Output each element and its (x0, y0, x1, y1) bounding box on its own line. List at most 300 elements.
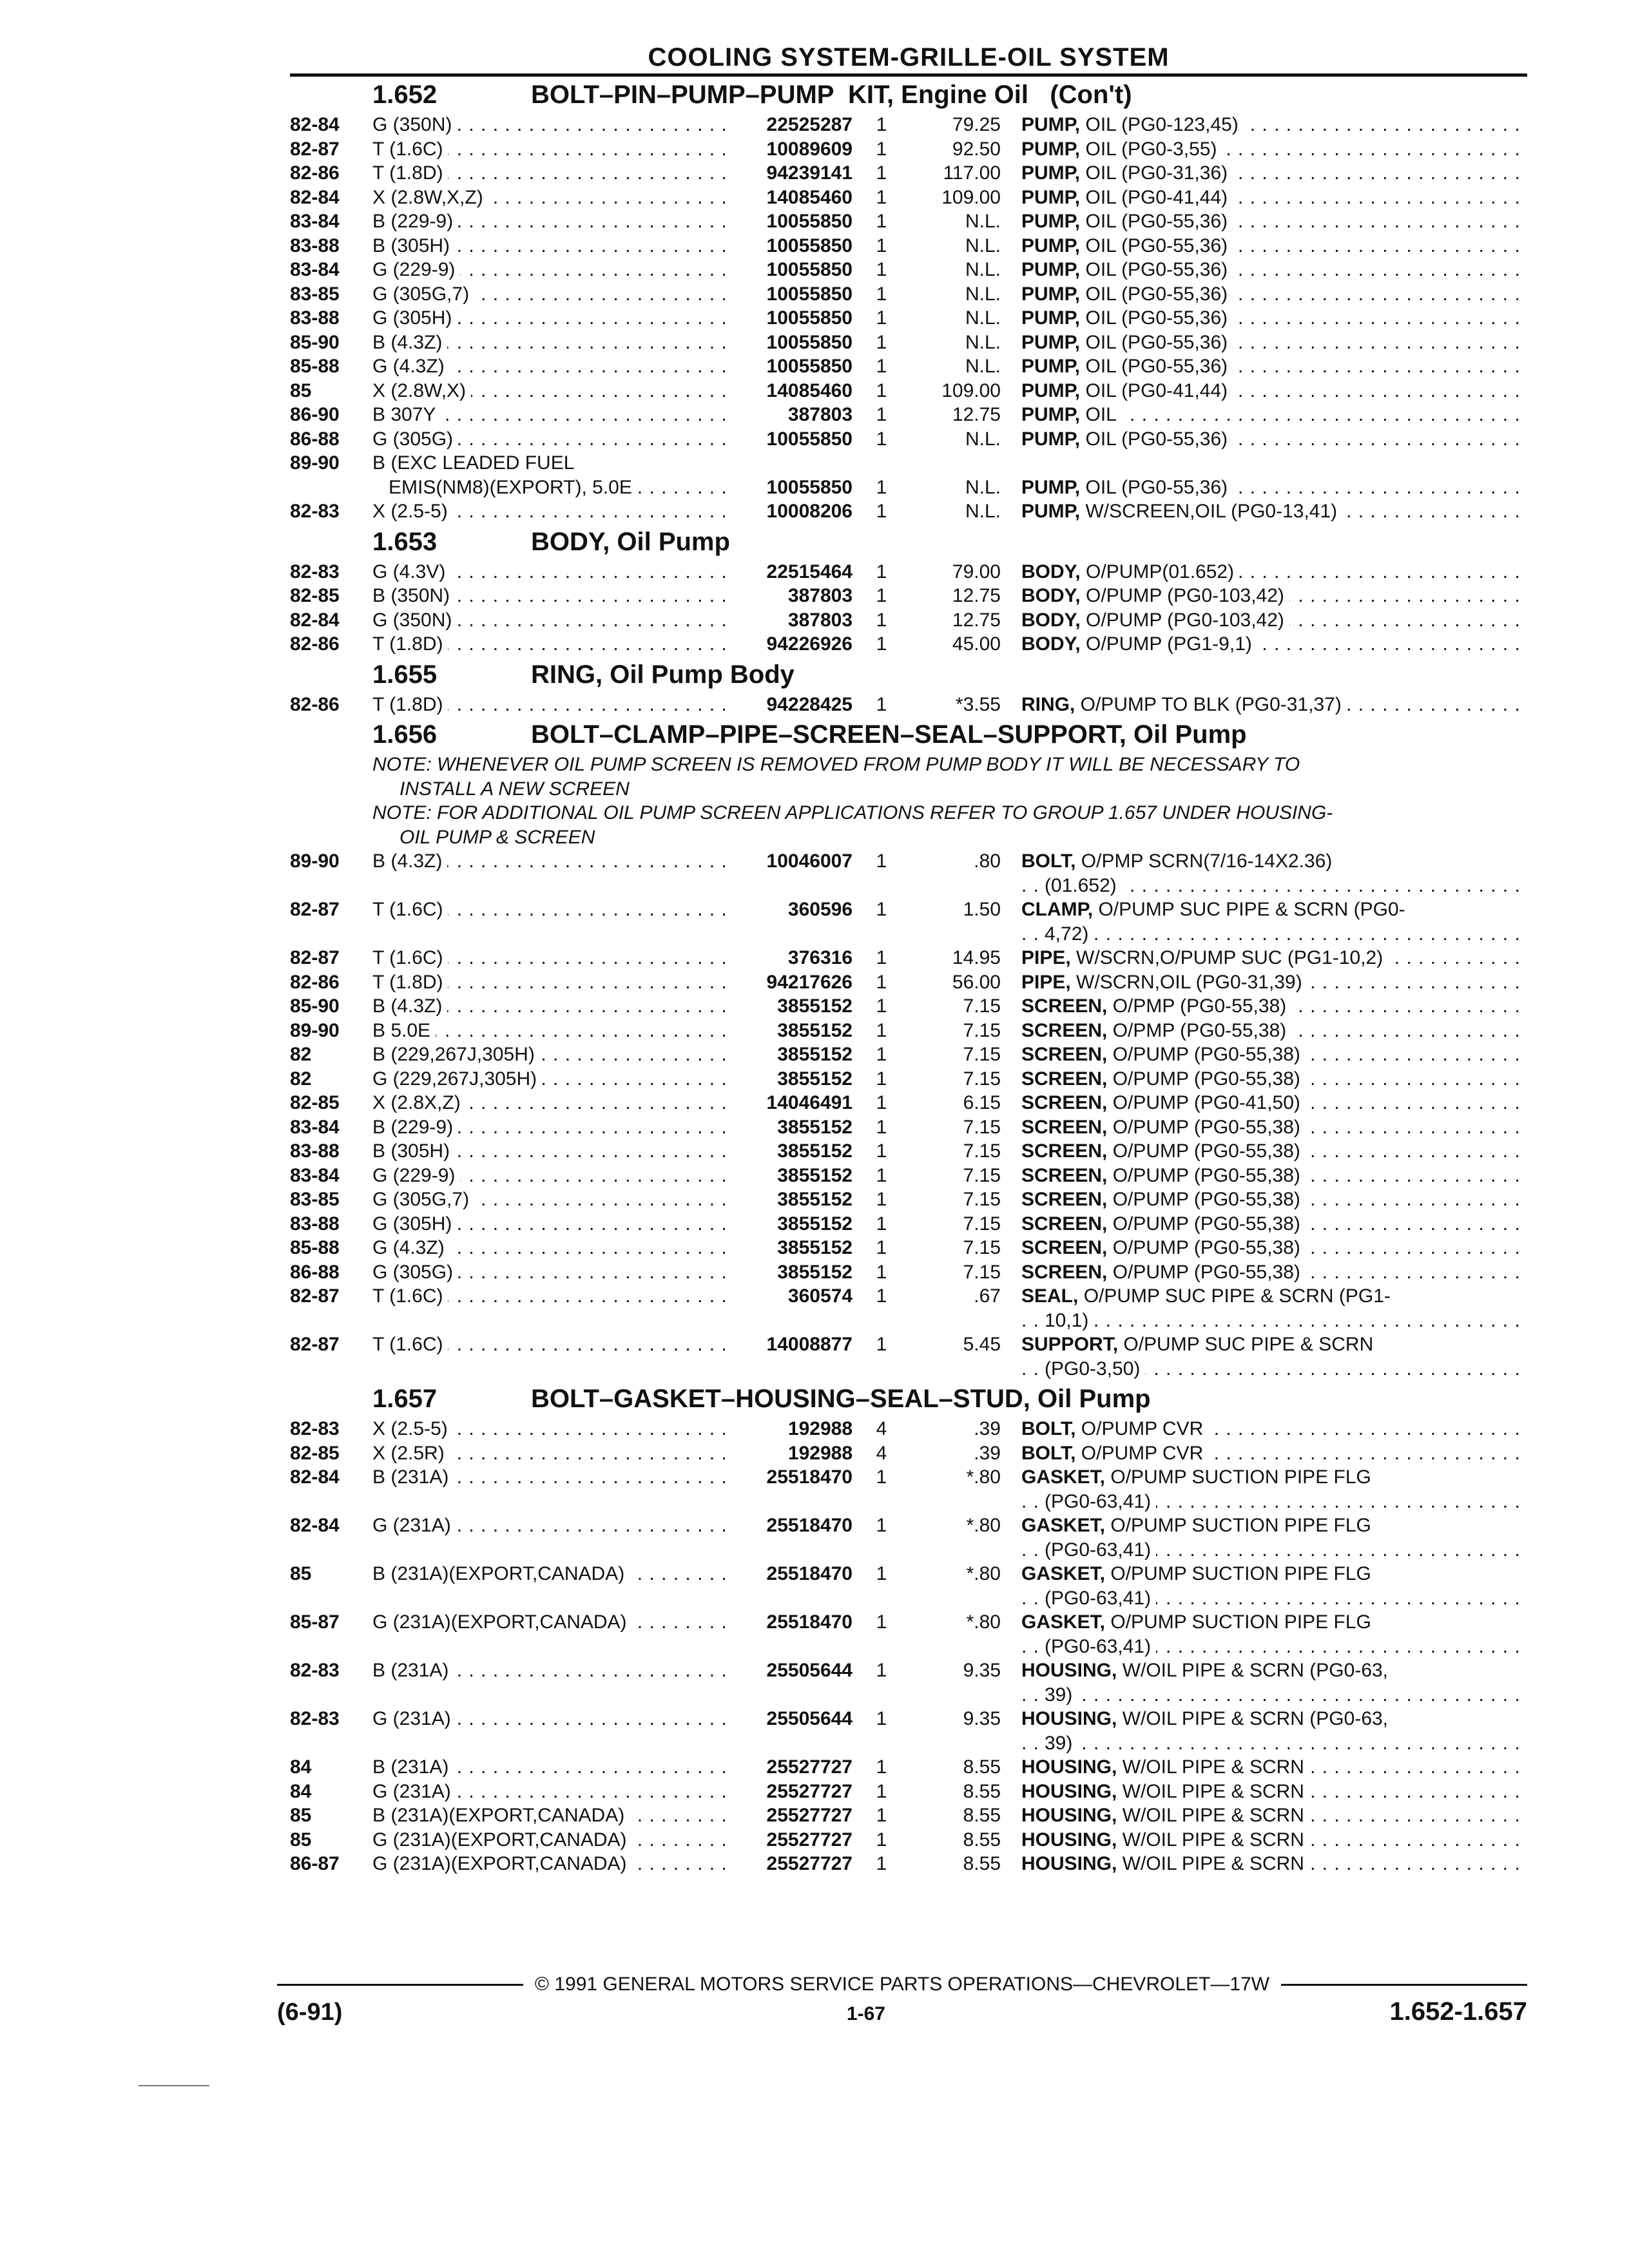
part-name-cell (1021, 1852, 1527, 1876)
part-name-line (1021, 1852, 1527, 1876)
part-number: 387803 (787, 609, 853, 631)
part-number: 10055850 (766, 476, 853, 498)
part-name-cell (1021, 161, 1527, 186)
part-name-text: (PG0-63,41) (1045, 1491, 1156, 1512)
application-cell (372, 476, 733, 500)
section-note (290, 753, 1527, 801)
quantity: 1 (876, 1189, 887, 1210)
model-years: 82-84 (290, 186, 340, 208)
application-text: B (229-9) (372, 1117, 458, 1138)
application-text: X (2.5-5) (372, 1418, 453, 1439)
part-keyword: BODY, (1021, 585, 1081, 606)
application-text: B (305H) (372, 235, 455, 256)
part-number: 94228425 (766, 693, 853, 715)
application-text: B (231A)(EXPORT,CANADA) (372, 1563, 630, 1584)
quantity: 1 (876, 1068, 887, 1090)
part-keyword: PUMP, (1021, 476, 1081, 498)
section-heading (290, 716, 1527, 753)
quantity: 1 (876, 476, 887, 498)
part-name-text: PIPE, W/SCRN,OIL (PG0-31,39) (1021, 972, 1307, 993)
model-years: 82-87 (290, 1334, 340, 1355)
parts-row (290, 1610, 1527, 1658)
model-years: 85-87 (290, 1611, 340, 1633)
model-years: 85-90 (290, 995, 340, 1017)
part-keyword: PUMP, (1021, 235, 1081, 256)
part-keyword: BOLT, (1021, 850, 1076, 872)
part-name-line (1021, 186, 1527, 210)
part-keyword: HOUSING, (1021, 1853, 1117, 1874)
part-name-line (1021, 946, 1527, 970)
part-name-line (1021, 161, 1527, 186)
part-keyword: BODY, (1021, 609, 1081, 631)
list-price: 8.55 (963, 1829, 1001, 1850)
parts-row (290, 1164, 1527, 1188)
quantity: 1 (876, 1261, 887, 1283)
part-number: 14085460 (766, 186, 853, 208)
part-name-text: 10,1) (1045, 1310, 1094, 1331)
part-number: 25527727 (766, 1780, 853, 1802)
part-keyword: SCREEN, (1021, 1068, 1108, 1090)
part-name-text: BOLT, O/PUMP CVR (1021, 1418, 1208, 1439)
list-price: 7.15 (963, 1261, 1001, 1283)
part-name-cell (1021, 1465, 1527, 1514)
part-keyword: PUMP, (1021, 162, 1081, 184)
quantity: 1 (876, 186, 887, 208)
quantity: 1 (876, 1237, 887, 1258)
application-cell (372, 1260, 733, 1285)
application-text: X (2.5R) (372, 1443, 450, 1464)
parts-row (290, 306, 1527, 331)
list-price: 7.15 (963, 1164, 1001, 1186)
quantity: 1 (876, 283, 887, 305)
quantity: 1 (876, 1708, 887, 1729)
part-name-line (1021, 1236, 1527, 1260)
parts-row (290, 608, 1527, 633)
quantity: 1 (876, 356, 887, 377)
part-name-cell (1021, 209, 1527, 234)
part-name-text: PUMP, OIL (PG0-3,55) (1021, 139, 1222, 160)
part-number: 10055850 (766, 259, 853, 280)
part-name-cell (1021, 1707, 1527, 1755)
section-title: BOLT–GASKET–HOUSING–SEAL–STUD, Oil Pump (531, 1385, 1151, 1413)
part-name-text: 4,72) (1045, 923, 1094, 945)
model-years: 82-86 (290, 971, 340, 993)
part-name-cell (1021, 1115, 1527, 1140)
quantity: 1 (876, 971, 887, 993)
part-keyword: PUMP, (1021, 283, 1081, 305)
page-title: COOLING SYSTEM-GRILLE-OIL SYSTEM (290, 41, 1527, 77)
part-name-text: GASKET, O/PUMP SUCTION PIPE FLG (1021, 1515, 1376, 1536)
parts-row (290, 234, 1527, 258)
part-keyword: PUMP, (1021, 186, 1081, 208)
part-name-text: SCREEN, O/PUMP (PG0-41,50) (1021, 1092, 1306, 1113)
section-title: RING, Oil Pump Body (531, 660, 795, 689)
part-name-line (1021, 1780, 1527, 1804)
part-name-text: 39) (1045, 1684, 1077, 1706)
part-keyword: SCREEN, (1021, 1261, 1108, 1283)
list-price: N.L. (965, 235, 1001, 256)
part-name-text: PUMP, OIL (PG0-55,36) (1021, 307, 1233, 329)
part-name-line (1021, 898, 1527, 922)
part-number: 10055850 (766, 211, 853, 232)
list-price: 7.15 (963, 1044, 1001, 1065)
model-years: 82-84 (290, 1515, 340, 1536)
part-keyword: HOUSING, (1021, 1708, 1117, 1729)
application-cell (372, 1514, 733, 1562)
part-name-text: SCREEN, O/PUMP (PG0-55,38) (1021, 1237, 1306, 1258)
part-name-line (1021, 1019, 1527, 1043)
model-years: 86-87 (290, 1853, 340, 1874)
quantity: 1 (876, 162, 887, 184)
application-cell (372, 282, 733, 307)
list-price: 7.15 (963, 1116, 1001, 1138)
part-name-line (1021, 1187, 1527, 1212)
section-heading (290, 77, 1527, 113)
part-name-cell (1021, 1332, 1527, 1381)
part-name-line (1021, 1465, 1527, 1490)
part-number: 94217626 (766, 971, 853, 993)
application-cell (372, 1332, 733, 1381)
quantity: 4 (876, 1418, 887, 1439)
parts-row (290, 1019, 1527, 1043)
model-years: 85 (290, 1563, 312, 1584)
part-name-text: (01.652) (1045, 875, 1122, 896)
parts-row (290, 137, 1527, 162)
part-name-text: SCREEN, O/PUMP (PG0-55,38) (1021, 1189, 1306, 1210)
application-text: B (305H) (372, 1140, 455, 1162)
application-cell (372, 898, 733, 946)
application-cell (372, 234, 733, 258)
part-keyword: SCREEN, (1021, 1116, 1108, 1138)
application-cell (372, 1164, 733, 1188)
part-name-cell (1021, 1139, 1527, 1164)
list-price: *.80 (966, 1466, 1001, 1488)
quantity: 1 (876, 1805, 887, 1826)
part-name-text: HOUSING, W/OIL PIPE & SCRN (1021, 1781, 1309, 1802)
application-text: T (1.6C) (372, 139, 448, 160)
list-price: 79.00 (952, 561, 1001, 582)
part-name-line (1021, 209, 1527, 234)
part-name-line (1021, 258, 1527, 282)
quantity (853, 451, 911, 476)
list-price: N.L. (965, 476, 1001, 498)
list-price: 45.00 (952, 633, 1001, 655)
part-name-cell (1021, 1514, 1527, 1562)
parts-row (290, 1332, 1527, 1381)
list-price: 7.15 (963, 1213, 1001, 1235)
part-name-cell (1021, 1212, 1527, 1236)
model-years: 82-87 (290, 1285, 340, 1307)
model-years: 83-88 (290, 235, 340, 256)
application-text: G (231A)(EXPORT,CANADA) (372, 1829, 632, 1850)
list-price: 7.15 (963, 1068, 1001, 1090)
part-name-line (1021, 499, 1527, 524)
section-heading (290, 1381, 1527, 1417)
application-cell (372, 161, 733, 186)
part-name-text: SCREEN, O/PUMP (PG0-55,38) (1021, 1213, 1306, 1235)
application-text: G (4.3Z) (372, 356, 450, 377)
quantity: 1 (876, 211, 887, 232)
application-text: G (231A) (372, 1781, 456, 1802)
part-number: 94226926 (766, 633, 853, 655)
application-text: G (229,267J,305H) (372, 1068, 542, 1090)
parts-row (290, 354, 1527, 379)
application-cell (372, 451, 733, 476)
application-text: G (305G,7) (372, 1189, 474, 1210)
model-years: 82-83 (290, 1708, 340, 1729)
application-text: G (305G) (372, 1262, 458, 1283)
application-cell (372, 608, 733, 633)
list-price: *3.55 (955, 693, 1001, 715)
part-keyword: PUMP, (1021, 331, 1081, 353)
part-keyword: GASKET, (1021, 1611, 1106, 1633)
parts-row (290, 1562, 1527, 1610)
parts-row (290, 1852, 1527, 1876)
part-name-cell (1021, 113, 1527, 137)
part-name-line (1021, 1441, 1527, 1466)
parts-row (290, 161, 1527, 186)
part-number: 10055850 (766, 283, 853, 305)
application-cell (372, 1417, 733, 1441)
application-cell (372, 209, 733, 234)
model-years: 82-86 (290, 693, 340, 715)
part-name-cell (1021, 451, 1527, 476)
part-name-line (1021, 1514, 1527, 1538)
model-years: 83-84 (290, 259, 340, 280)
part-name-text: PIPE, W/SCRN,O/PUMP SUC (PG1-10,2) (1021, 947, 1388, 968)
application-text: X (2.8W,X,Z) (372, 187, 488, 208)
list-price: 12.75 (952, 585, 1001, 606)
part-keyword: PUMP, (1021, 114, 1081, 135)
list-price: .39 (974, 1418, 1001, 1439)
part-name-cell (1021, 1828, 1527, 1852)
part-number: 10089609 (766, 138, 853, 160)
quantity: 1 (876, 995, 887, 1017)
part-name-text: HOUSING, W/OIL PIPE & SCRN (1021, 1805, 1309, 1826)
part-keyword: PIPE, (1021, 947, 1071, 968)
section-heading (290, 657, 1527, 693)
part-number: 3855152 (777, 1068, 853, 1090)
part-keyword: GASKET, (1021, 1466, 1106, 1488)
part-name-cell (1021, 1019, 1527, 1043)
part-name-cell (1021, 476, 1527, 500)
list-price: N.L. (965, 331, 1001, 353)
part-number: 25518470 (766, 1515, 853, 1536)
part-name-line (1021, 1828, 1527, 1852)
parts-row (290, 258, 1527, 282)
part-name-line (1021, 354, 1527, 379)
application-cell (372, 306, 733, 331)
model-years: 82-85 (290, 1442, 340, 1464)
model-years: 82-86 (290, 162, 340, 184)
part-name-text: SCREEN, O/PUMP (PG0-55,38) (1021, 1262, 1306, 1283)
model-years: 82-83 (290, 561, 340, 582)
part-name-text: SCREEN, O/PMP (PG0-55,38) (1021, 995, 1291, 1017)
application-cell (372, 1780, 733, 1804)
parts-row (290, 1465, 1527, 1514)
part-keyword: RING, (1021, 693, 1075, 715)
model-years: 83-84 (290, 1116, 340, 1138)
application-text: G (4.3Z) (372, 1237, 450, 1258)
application-text: G (305H) (372, 307, 457, 329)
application-cell (372, 1284, 733, 1332)
model-years: 85 (290, 380, 312, 401)
part-keyword: SCREEN, (1021, 1189, 1108, 1210)
note-line: INSTALL A NEW SCREEN (400, 778, 630, 800)
part-keyword: SCREEN, (1021, 1019, 1108, 1041)
list-price: 56.00 (952, 971, 1001, 993)
part-name-line (1021, 306, 1527, 331)
model-years: 82-87 (290, 899, 340, 920)
quantity: 1 (876, 404, 887, 425)
list-price: *.80 (966, 1515, 1001, 1536)
part-number: 3855152 (777, 1189, 853, 1210)
section-heading (290, 524, 1527, 560)
parts-row (290, 1187, 1527, 1212)
part-number: 3855152 (777, 1261, 853, 1283)
list-price: 14.95 (952, 947, 1001, 968)
parts-row (290, 1707, 1527, 1755)
part-name-line (1021, 1115, 1527, 1140)
application-cell (372, 632, 733, 657)
part-name-line (1021, 1284, 1527, 1309)
parts-row (290, 1284, 1527, 1332)
part-number: 10046007 (766, 850, 853, 872)
footer-rule-right (1281, 1984, 1527, 1986)
quantity: 1 (876, 1780, 887, 1802)
quantity: 1 (876, 899, 887, 920)
footer-date-code: (6-91) (277, 1999, 343, 2026)
part-number: 14008877 (766, 1334, 853, 1355)
quantity: 1 (876, 633, 887, 655)
part-name-text: BODY, O/PUMP(01.652) (1021, 561, 1239, 582)
part-keyword: PUMP, (1021, 211, 1081, 232)
application-text: T (1.6C) (372, 1285, 448, 1307)
model-years: 83-85 (290, 1189, 340, 1210)
part-name-text: BODY, O/PUMP (PG0-103,42) (1021, 610, 1289, 631)
part-number (733, 451, 853, 476)
application-text: B (4.3Z) (372, 995, 447, 1017)
quantity: 1 (876, 259, 887, 280)
section-title: BODY, Oil Pump (531, 527, 730, 556)
part-keyword: PUMP, (1021, 259, 1081, 280)
part-name-text: SCREEN, O/PUMP (PG0-55,38) (1021, 1165, 1306, 1186)
list-price: 6.15 (963, 1092, 1001, 1113)
part-number: 3855152 (777, 1140, 853, 1162)
parts-row (290, 1514, 1527, 1562)
quantity: 1 (876, 1515, 887, 1536)
quantity: 1 (876, 114, 887, 135)
quantity: 1 (876, 1019, 887, 1041)
parts-row (290, 1260, 1527, 1285)
part-name-text: BOLT, O/PUMP CVR (1021, 1443, 1208, 1464)
model-years: 89-90 (290, 1019, 340, 1041)
part-name-line (1021, 1357, 1527, 1381)
part-name-text: SCREEN, O/PMP (PG0-55,38) (1021, 1020, 1291, 1041)
parts-row (290, 1658, 1527, 1707)
part-keyword: GASKET, (1021, 1563, 1106, 1584)
part-keyword: GASKET, (1021, 1515, 1106, 1536)
quantity: 1 (876, 850, 887, 872)
part-name-cell (1021, 137, 1527, 162)
part-keyword: HOUSING, (1021, 1805, 1117, 1826)
list-price: 8.55 (963, 1805, 1001, 1826)
part-name-cell (1021, 994, 1527, 1019)
part-number: 3855152 (777, 1116, 853, 1138)
parts-row (290, 946, 1527, 970)
part-number: 376316 (787, 947, 853, 968)
model-years: 83-84 (290, 1164, 340, 1186)
parts-row (290, 209, 1527, 234)
part-name-line (1021, 282, 1527, 307)
list-price: N.L. (965, 428, 1001, 450)
application-text: G (350N) (372, 114, 457, 135)
part-name-text: SCREEN, O/PUMP (PG0-55,38) (1021, 1068, 1306, 1090)
parts-row (290, 1091, 1527, 1115)
part-name-text: RING, O/PUMP TO BLK (PG0-31,37) (1021, 694, 1347, 715)
part-name-line (1021, 1538, 1527, 1562)
parts-row (290, 403, 1527, 427)
parts-row (290, 451, 1527, 476)
part-keyword: PUMP, (1021, 501, 1081, 522)
part-keyword: HOUSING, (1021, 1660, 1117, 1681)
part-name-text: PUMP, OIL (PG0-123,45) (1021, 114, 1244, 135)
part-name-line (1021, 1260, 1527, 1285)
part-name-cell (1021, 898, 1527, 946)
part-number: 360574 (787, 1285, 853, 1307)
part-name-text: PUMP, OIL (PG0-55,36) (1021, 356, 1233, 377)
application-cell (372, 403, 733, 427)
part-name-cell (1021, 331, 1527, 355)
list-price: 12.75 (952, 404, 1001, 425)
parts-row (290, 1755, 1527, 1780)
model-years: 86-90 (290, 404, 340, 425)
application-cell (372, 379, 733, 403)
part-name-cell (1021, 282, 1527, 307)
part-name-cell (1021, 1780, 1527, 1804)
application-cell (372, 584, 733, 608)
part-name-line (1021, 1417, 1527, 1441)
part-number: 360596 (787, 899, 853, 920)
part-name-text: PUMP, OIL (PG0-55,36) (1021, 332, 1233, 353)
part-number: 25527727 (766, 1829, 853, 1850)
part-name-text: HOUSING, W/OIL PIPE & SCRN (1021, 1756, 1309, 1778)
list-price: 8.55 (963, 1853, 1001, 1874)
model-years: 86-88 (290, 428, 340, 450)
part-name-text: (PG0-63,41) (1045, 1636, 1156, 1657)
model-years: 83-88 (290, 1213, 340, 1235)
part-name-line (1021, 1610, 1527, 1635)
part-keyword: SCREEN, (1021, 1044, 1108, 1065)
application-text: B 5.0E (372, 1020, 436, 1041)
quantity: 1 (876, 1756, 887, 1778)
part-number: 14085460 (766, 380, 853, 401)
quantity: 1 (876, 1829, 887, 1850)
part-name-line (1021, 137, 1527, 162)
application-cell (372, 1067, 733, 1091)
part-name-text: PUMP, OIL (PG0-55,36) (1021, 284, 1233, 305)
model-years: 83-85 (290, 283, 340, 305)
parts-row (290, 1212, 1527, 1236)
parts-row (290, 560, 1527, 584)
part-name-cell (1021, 354, 1527, 379)
model-years: 82-84 (290, 1466, 340, 1488)
model-years: 85-88 (290, 1237, 340, 1258)
part-keyword: CLAMP, (1021, 899, 1094, 920)
list-price: 1.50 (963, 899, 1001, 920)
model-years: 85 (290, 1829, 312, 1850)
part-name-text: SCREEN, O/PUMP (PG0-55,38) (1021, 1140, 1306, 1162)
